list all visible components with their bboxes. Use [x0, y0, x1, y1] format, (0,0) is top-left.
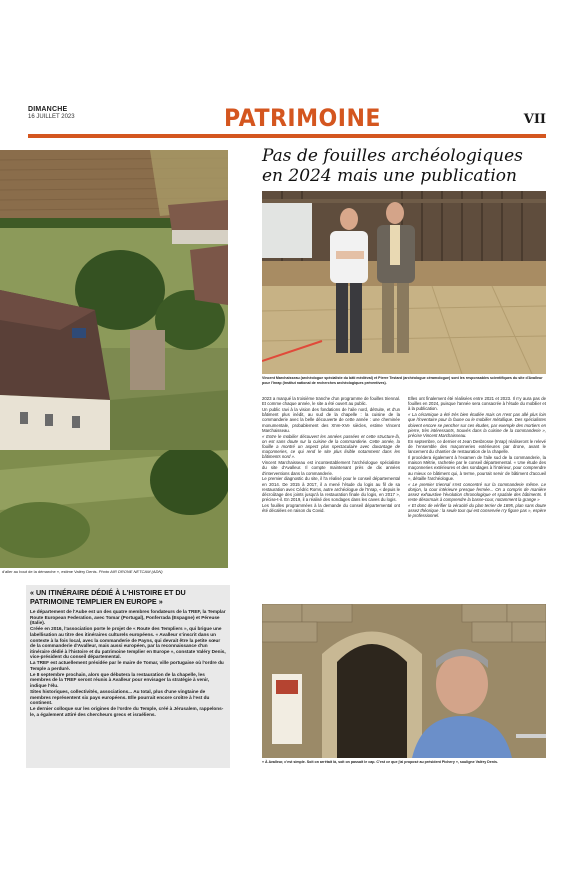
- page-number: VII: [523, 112, 546, 127]
- header-date: 16 JUILLET 2023: [28, 114, 75, 120]
- aerial-caption-lead: d'aller au bout de la démarche », estime Valéry Denis.: [2, 569, 98, 574]
- header-day: DIMANCHE: [28, 106, 68, 113]
- paragraph: Le premier diagnostic du site, il l'a réalisé pour le conseil départemental en 2014. De 2015 à 2017, il a mené l'étude du logis au fil de sa restauration avec Cédric Roms, autre archéologue de l'Inrap, « depuis le décroûtage des joints jusqu'à la restauration finale du logis, en 2017 », précise-t-il. En 2019, il a réalisé des sondages dans les caves du logis.: [262, 476, 400, 503]
- aerial-photo: [0, 150, 228, 568]
- photo1-caption: Vincent Marchaisseau (archéologue spécialiste du bâti médiéval) et Pierre Testard (archéologue céramologue) sont les responsables scientifiques du site d'Avalleur pour l'Inrap (Institut national de recherches archéologiques préventives).: [262, 376, 543, 385]
- header-rule: [28, 134, 546, 138]
- paragraph: « Et donc de vérifier la véracité du plan terrier de 1695, plan sans doute assez théorique : la seule tour qui est conservée n'y figure pas », espère le professionnel.: [408, 503, 546, 519]
- sidebar-paragraph: Le dernier colloque sur les origines de l'ordre du Temple, créé à Jérusalem, rappelons-le, a également attiré des chercheurs grecs et israéliens.: [30, 706, 224, 717]
- paragraph: Vincent Marchaisseau est incontestablement l'archéologue spécialiste du site d'Avalleur. Il compte maintenant près de dix années d'interventions dans la commanderie.: [262, 460, 400, 476]
- paragraph: Il procédera également à l'examen de l'aile sud de la commanderie, la maison Métrie, rachetée par le conseil départemental. « Une étude des maçonneries extérieures et des sondages à l'intérieur, pour comprendre au mieux ce bâtiment qui, à terme, pourrait servir de bâtiment d'accueil », détaille l'archéologue.: [408, 455, 546, 481]
- aerial-photo-credit: Photo AIR DRONE NETCAM (ADN): [98, 569, 163, 574]
- sidebar-paragraph: Le 8 septembre prochain, alors que débutera la restauration de la chapelle, les membres de la TREF seront réunis à Avalleur pour envisager la stratégie à venir, indique l'élu.: [30, 671, 210, 689]
- sidebar-box: [26, 585, 230, 768]
- paragraph: 2023 a marqué la troisième tranche d'un programme de fouilles triennal. Et comme chaque année, le site a été ouvert au public.: [262, 396, 400, 407]
- paragraph: « La céramique a été très bien étudiée mais on n'est pas allé plus loin que l'inventaire pour la faune ou le mobilier métallique. Des spécialistes doivent encore se pencher sur ces études, par exemple des mortiers en pierre, très intéressants, trouvés dans la cuisine de la commanderie », précise Vincent Marchaisseau.: [408, 412, 546, 439]
- paragraph: Les fouilles programmées à la demande du conseil départemental ont été décalées en raison du Covid.: [262, 503, 400, 514]
- sidebar-title: « UN ITINÉRAIRE DÉDIÉ À L'HISTOIRE ET DU PATRIMOINE TEMPLIER EN EUROPE »: [30, 588, 186, 606]
- page-header: [28, 100, 546, 134]
- photo2-caption: « À Avalleur, c'est simple. Soit on arrêtait là, soit on passait le cap. C'est ce que j'ai proposé au président Pichery », souligne Valéry Denis.: [262, 760, 498, 764]
- paragraph: Elles ont finalement été réalisées entre 2021 et 2023. Il n'y aura pas de fouilles en 2024, puisque l'année sera consacrée à l'étude du mobilier et à la publication.: [408, 396, 546, 412]
- article-column-1: [262, 396, 400, 514]
- paragraph: « Entre le mobilier découvert les années passées et cette structure-là, on est sans doute sur la cuisine de la commanderie. Cette année, la fouille a montré un aspect plus spectaculaire avec davantage de maçonneries, ce qui rend le site plus lisible notamment dans les bâtiments nord ».: [262, 433, 400, 460]
- paragraph: « Le premier triennal s'est concentré sur la commanderie même. Le donjon, la cour intérieure presque fermée... On a compris de manière assez exhaustive l'évolution chronologique et spatiale des bâtiments. Il reste désormais à comprendre la basse-cour, notamment la grange »: [408, 481, 546, 503]
- aerial-photo-caption: [2, 569, 163, 574]
- sidebar-paragraph: La TREF est actuellement présidée par le maire de Tomar, ville portugaise où l'ordre du Temple a perduré.: [30, 660, 224, 671]
- paragraph: Un public ravi à la vision des fondations de l'aile nord, détruite, et d'un bâtiment plus inédit, au sud de la chapelle : la cuisine de la commanderie avec la belle découverte de cette année : une cheminée monumentale, probablement des XIVe-XVe siècles, estime Vincent Marchaisseau.: [262, 407, 400, 433]
- sidebar-text: [30, 609, 226, 717]
- paragraph: En septembre, ce dernier et Jean Desbrosse (Inrap) réaliseront le relevé de l'ensemble des maçonneries extérieures par drone, avant le lancement du chantier de restauration de la chapelle.: [408, 438, 546, 455]
- valery-denis-photo: [262, 604, 546, 758]
- sidebar-paragraph: Créée en 2016, l'association porte le projet de « Route des Templiers », qui brigue une labellisation au titre des itinéraires culturels européens. « Avalleur s'inscrit dans un contexte à la fois local, avec la commanderie de Payns, qui devrait être la petite sœur de la commanderie d'Avalleur, mais aussi européen, par la reconnaissance d'un itinéraire dédié à l'histoire et du patrimoine templier en Europe », constate Valéry Denis, vice-président du conseil départemental.: [30, 626, 226, 660]
- sidebar-paragraph: Le département de l'Aube est un des quatre membres fondateurs de la TREF, la Templar Route European Federation, avec Tomar (Portugal), Ponferrada (Espagne) et Péreuse (Italie).: [30, 609, 226, 626]
- sidebar-paragraph: Sites historiques, collectivités, associations... Au total, plus d'une vingtaine de membres représentent six pays européens. Elle pourrait encore croître à l'est du continent.: [30, 689, 210, 706]
- article-column-2: [408, 396, 546, 519]
- article-title: Pas de fouilles archéologiques en 2024 mais une publication: [262, 146, 523, 186]
- section-title: PATRIMOINE: [224, 104, 381, 132]
- archaeologists-photo: [262, 191, 546, 374]
